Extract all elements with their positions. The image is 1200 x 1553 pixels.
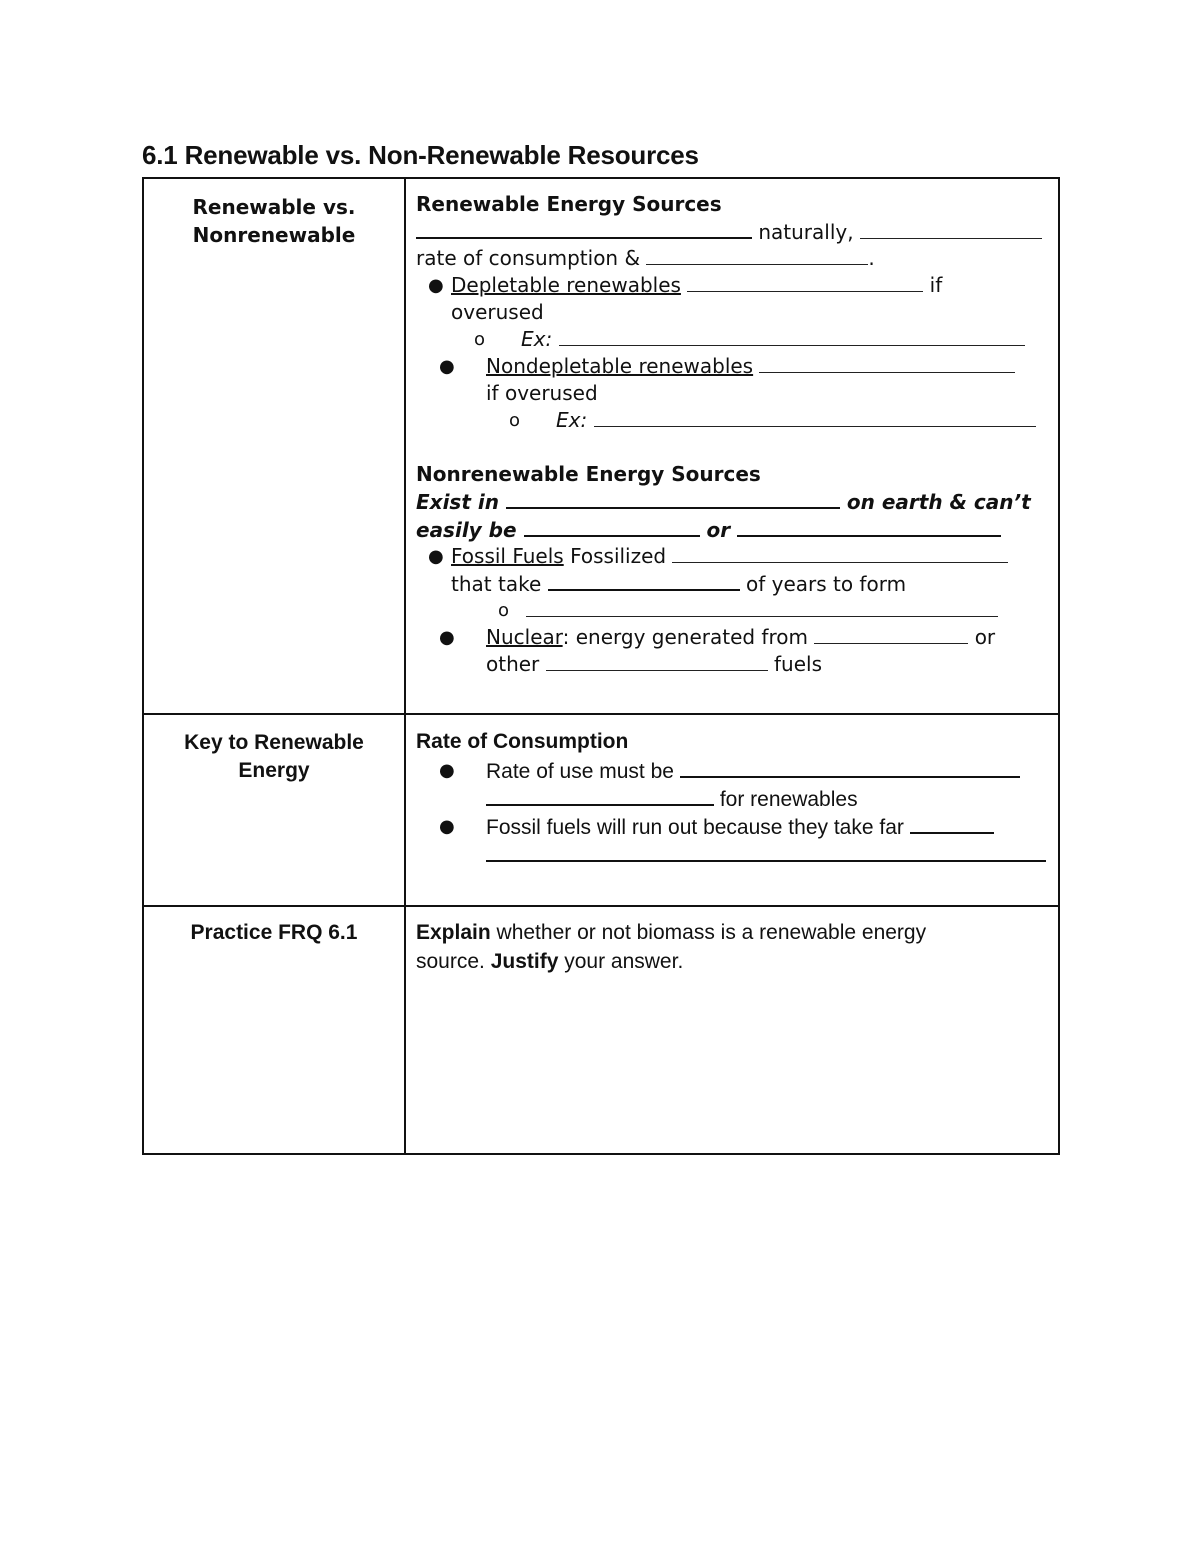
frq-prompt-line: Explain whether or not biomass is a renewable energy <box>416 921 927 944</box>
fill-in-line <box>526 597 998 624</box>
answer-blank[interactable] <box>814 624 968 644</box>
notes-cell: Renewable Energy Sources naturally, rate of consumption & . ● Depletable renewables if overused o Ex: ● Nondepletable renewables if overused o Ex: Nonrenewable Energy Sources Exist in on earth & can’t easily be or ● Fossil Fuels Fossilized that take of years to form o ● Nuclear: energy generated from or other fuels <box>405 178 1059 714</box>
answer-blank[interactable] <box>524 516 700 537</box>
bullet-icon: ● <box>439 760 455 781</box>
answer-blank[interactable] <box>559 326 1025 346</box>
notes-cell <box>405 714 1059 906</box>
row-label: Key to Renewable <box>184 731 364 754</box>
answer-blank[interactable] <box>646 245 868 265</box>
table-row <box>143 906 1059 1154</box>
term: Fossil Fuels <box>451 544 564 568</box>
bullet-icon: ● <box>439 356 455 377</box>
row-label: Renewable vs. <box>192 195 356 219</box>
fill-in-line: Exist in on earth & can’t <box>416 490 1031 514</box>
row-label: Energy <box>238 759 310 782</box>
answer-blank[interactable] <box>910 813 994 834</box>
answer-blank[interactable] <box>687 272 923 292</box>
fill-in-line: Depletable renewables if <box>451 273 943 297</box>
table-row <box>143 714 1059 906</box>
row-label-cell <box>143 178 405 714</box>
answer-blank[interactable] <box>486 841 1046 862</box>
fill-in-line: easily be or <box>416 516 1001 544</box>
section-heading: Nonrenewable Energy Sources <box>416 462 761 486</box>
answer-blank[interactable] <box>526 597 998 617</box>
fill-in-line: other fuels <box>486 652 822 676</box>
fill-in-line: Nuclear: energy generated from or <box>486 625 996 649</box>
circle-bullet-icon: o <box>509 410 521 431</box>
fill-in-line: Rate of use must be <box>486 757 1020 785</box>
section-heading: Renewable Energy Sources <box>416 192 722 216</box>
frq-prompt-line: source. Justify your answer. <box>416 950 684 973</box>
answer-blank[interactable] <box>416 218 752 239</box>
term: Depletable renewables <box>451 273 681 297</box>
answer-blank[interactable] <box>860 219 1042 239</box>
answer-blank[interactable] <box>486 785 714 806</box>
fill-in-line: for renewables <box>486 785 858 813</box>
notes-table <box>142 177 1060 1155</box>
fill-in-line: Fossil fuels will run out because they take far <box>486 813 994 841</box>
circle-bullet-icon: o <box>474 329 486 350</box>
answer-blank[interactable] <box>672 543 1008 563</box>
bullet-icon: ● <box>439 627 455 648</box>
answer-blank[interactable] <box>737 516 1001 537</box>
fill-in-line: Fossil Fuels Fossilized <box>451 543 1008 570</box>
row-label-cell <box>143 714 405 906</box>
row-label: Practice FRQ 6.1 <box>190 921 358 944</box>
fill-in-line: rate of consumption & . <box>416 246 875 270</box>
row-label: Nonrenewable <box>192 223 356 247</box>
frq-answer-area[interactable] <box>405 906 1059 1154</box>
answer-blank[interactable] <box>759 353 1015 373</box>
bullet-icon: ● <box>428 275 444 296</box>
answer-blank[interactable] <box>546 651 768 671</box>
circle-bullet-icon: o <box>498 600 510 621</box>
answer-blank[interactable] <box>594 407 1036 427</box>
answer-blank[interactable] <box>680 757 1020 778</box>
term: Nondepletable renewables <box>486 354 754 378</box>
fill-in-line <box>486 841 1046 869</box>
page-title: 6.1 Renewable vs. Non-Renewable Resources <box>142 140 699 170</box>
fill-in-line: that take of years to form <box>451 572 907 596</box>
answer-blank[interactable] <box>548 570 740 591</box>
section-heading: Rate of Consumption <box>416 730 629 753</box>
fill-in-line <box>486 353 1015 380</box>
fill-in-line: Ex: <box>556 407 1036 434</box>
answer-blank[interactable] <box>506 488 840 509</box>
bullet-icon: ● <box>428 546 444 567</box>
bullet-icon: ● <box>439 816 455 837</box>
row-label-cell <box>143 906 405 1154</box>
fill-in-line: naturally, <box>416 218 1042 246</box>
term: Nuclear <box>486 625 563 649</box>
table-row <box>143 178 1059 714</box>
fill-in-line: Ex: <box>521 326 1025 353</box>
